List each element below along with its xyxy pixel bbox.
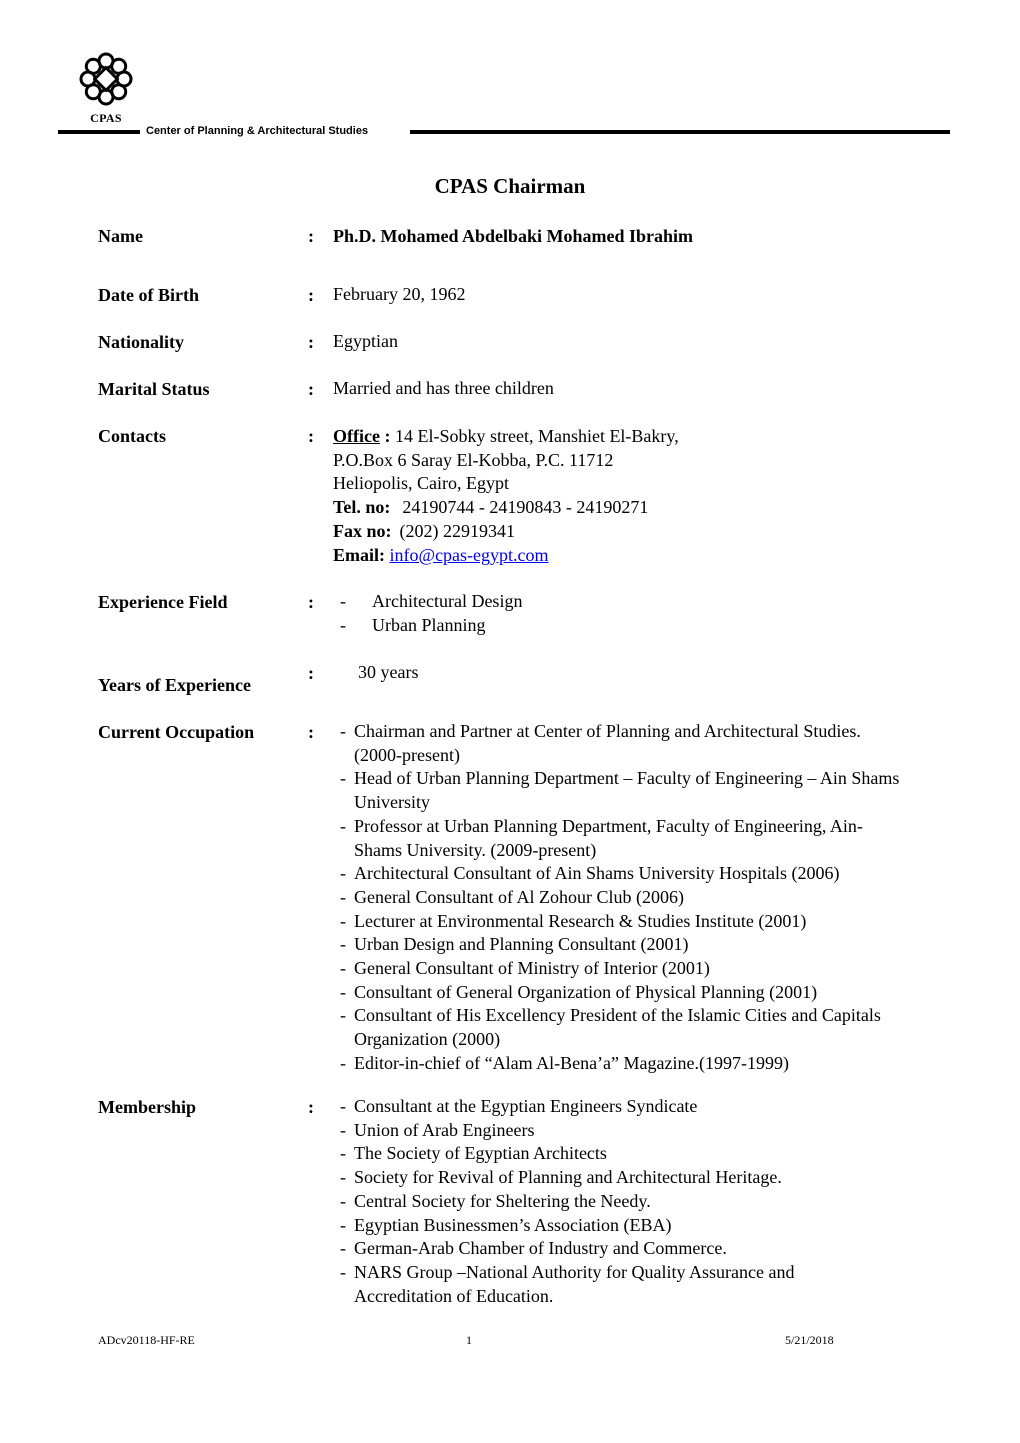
membership-item: - Consultant at the Egyptian Engineers Syndicate (340, 1095, 940, 1119)
header-tagline: Center of Planning & Architectural Studies (146, 125, 369, 137)
experience-field-colon: : (308, 592, 314, 612)
membership-label: Membership (98, 1097, 196, 1117)
occupation-colon: : (308, 722, 314, 742)
footer-page-number: 1 (466, 1333, 472, 1347)
experience-field-label: Experience Field (98, 592, 228, 612)
name-value: Ph.D. Mohamed Abdelbaki Mohamed Ibrahim (333, 226, 694, 246)
nationality-colon: : (308, 332, 314, 352)
membership-item: - German-Arab Chamber of Industry and Commerce. (340, 1237, 940, 1261)
membership-list (340, 1095, 940, 1308)
experience-item: - Architectural Design (340, 590, 522, 614)
dob-colon: : (308, 285, 314, 305)
dob-label: Date of Birth (98, 285, 199, 305)
marital-colon: : (308, 379, 314, 399)
email-label: Email: (333, 544, 385, 565)
fax-label: Fax no: (333, 520, 392, 541)
membership-item: - Society for Revival of Planning and Architectural Heritage. (340, 1166, 940, 1190)
years-label: Years of Experience (98, 675, 251, 695)
occupation-item: - Urban Design and Planning Consultant (2001) (340, 933, 940, 957)
address-line-3: Heliopolis, Cairo, Egypt (333, 473, 509, 494)
occupation-label: Current Occupation (98, 722, 255, 742)
membership-item: - The Society of Egyptian Architects (340, 1142, 940, 1166)
tel-label: Tel. no: (333, 497, 391, 518)
occupation-item: - Editor-in-chief of “Alam Al-Bena’a” Magazine.(1997-1999) (340, 1052, 940, 1076)
experience-item: - Urban Planning (340, 614, 522, 638)
years-colon: : (308, 663, 314, 683)
marital-value: Married and has three children (333, 378, 554, 398)
nationality-label: Nationality (98, 332, 185, 352)
contacts-block (333, 425, 679, 567)
membership-item: - Egyptian Businessmen’s Association (EBA) (340, 1214, 940, 1238)
marital-label: Marital Status (98, 379, 210, 399)
name-label: Name (98, 226, 143, 246)
office-sep: : (379, 426, 395, 446)
occupation-item: - Head of Urban Planning Department – Faculty of Engineering – Ain Shams University (340, 767, 924, 814)
email-link[interactable]: info@cpas-egypt.com (389, 544, 549, 565)
occupation-item: - Consultant of General Organization of Physical Planning (2001) (340, 981, 940, 1005)
membership-item: - Union of Arab Engineers (340, 1119, 940, 1143)
years-value: 30 years (358, 662, 419, 682)
occupation-list (340, 720, 940, 1076)
header-rule-right (410, 130, 950, 134)
membership-colon: : (308, 1097, 314, 1117)
contacts-colon: : (308, 426, 314, 446)
tel-value: 24190744 - 24190843 - 24190271 (402, 497, 649, 518)
footer-doc-id: ADcv20118-HF-RE (98, 1333, 195, 1347)
header-rule-left (58, 130, 140, 134)
logo-text: CPAS (90, 111, 122, 125)
office-label: Office (333, 426, 380, 446)
membership-item: - NARS Group –National Authority for Quality Assurance and Accreditation of Education. (340, 1261, 879, 1308)
address-line-1: 14 El-Sobky street, Manshiet El-Bakry, (394, 426, 679, 446)
footer-date: 5/21/2018 (785, 1333, 834, 1347)
dob-value: February 20, 1962 (333, 284, 466, 304)
experience-field-list (340, 590, 522, 637)
occupation-item: - Professor at Urban Planning Department, Faculty of Engineering, Ain-Shams University. (2009-present) (340, 815, 904, 862)
contacts-label: Contacts (98, 426, 166, 446)
cpas-logo-icon (76, 48, 136, 110)
occupation-item: - Lecturer at Environmental Research & Studies Institute (2001) (340, 910, 940, 934)
membership-item: - Central Society for Sheltering the Needy. (340, 1190, 940, 1214)
address-line-2: P.O.Box 6 Saray El-Kobba, P.C. 11712 (333, 449, 614, 470)
nationality-value: Egyptian (333, 331, 398, 351)
page-title: CPAS Chairman (434, 174, 586, 198)
occupation-item: - General Consultant of Ministry of Interior (2001) (340, 957, 940, 981)
occupation-item: - Chairman and Partner at Center of Planning and Architectural Studies. (2000-present) (340, 720, 864, 767)
fax-value: (202) 22919341 (399, 520, 515, 541)
occupation-item: - Architectural Consultant of Ain Shams University Hospitals (2006) (340, 862, 940, 886)
occupation-item: - Consultant of His Excellency President of the Islamic Cities and Capitals Organization (2000) (340, 1004, 899, 1051)
occupation-item: - General Consultant of Al Zohour Club (2006) (340, 886, 940, 910)
name-colon: : (308, 226, 314, 246)
